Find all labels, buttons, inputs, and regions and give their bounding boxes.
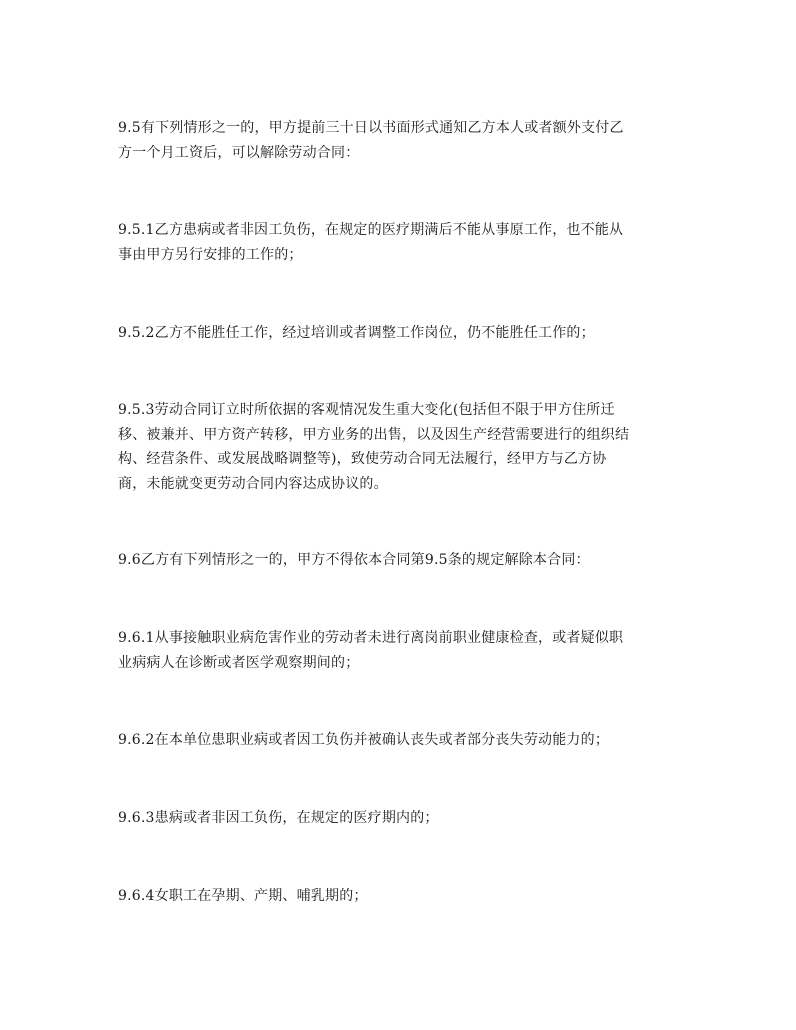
clause-9-5-3: [118, 398, 688, 496]
text-line: 9.6乙方有下列情形之一的，甲方不得依本合同第9.5条的规定解除本合同：: [118, 552, 590, 568]
text-line: 方一个月工资后，可以解除劳动合同：: [118, 144, 360, 161]
text-line: 事由甲方另行安排的工作的；: [118, 246, 303, 263]
text-line: 9.5有下列情形之一的，甲方提前三十日以书面形式通知乙方本人或者额外支付乙: [118, 120, 624, 136]
text-line: 9.5.2乙方不能胜任工作，经过培训或者调整工作岗位，仍不能胜任工作的；: [118, 325, 595, 341]
text-line: 9.6.2在本单位患职业病或者因工负伤并被确认丧失或者部分丧失劳动能力的；: [118, 732, 610, 748]
clause-9-5-2: [118, 321, 688, 346]
clause-9-6-3: [118, 806, 688, 831]
text-line: 9.5.1乙方患病或者非因工负伤，在规定的医疗期满后不能从事原工作，也不能从: [118, 222, 624, 238]
text-line: 业病病人在诊断或者医学观察期间的；: [118, 654, 360, 671]
clause-9-6-1: [118, 626, 688, 675]
text-line: 9.6.4女职工在孕期、产期、哺乳期的；: [118, 888, 368, 904]
clause-9-6: [118, 548, 688, 573]
text-line: 9.5.3劳动合同订立时所依据的客观情况发生重大变化(包括但不限于甲方住所迁: [118, 402, 615, 418]
text-line: 9.6.1从事接触职业病危害作业的劳动者未进行离岗前职业健康检查，或者疑似职: [118, 630, 624, 646]
text-line: 构、经营条件、或发展战略调整等)，致使劳动合同无法履行，经甲方与乙方协: [118, 451, 607, 467]
clause-9-5: [118, 116, 688, 165]
text-line: 移、被兼并、甲方资产转移，甲方业务的出售，以及因生产经营需要进行的组织结: [118, 426, 630, 443]
clause-9-5-1: [118, 218, 688, 267]
clause-9-6-4: [118, 884, 688, 909]
text-line: 9.6.3患病或者非因工负伤，在规定的医疗期内的；: [118, 810, 439, 826]
text-line: 商，未能就变更劳动合同内容达成协议的。: [118, 475, 388, 492]
clause-9-6-2: [118, 728, 688, 753]
